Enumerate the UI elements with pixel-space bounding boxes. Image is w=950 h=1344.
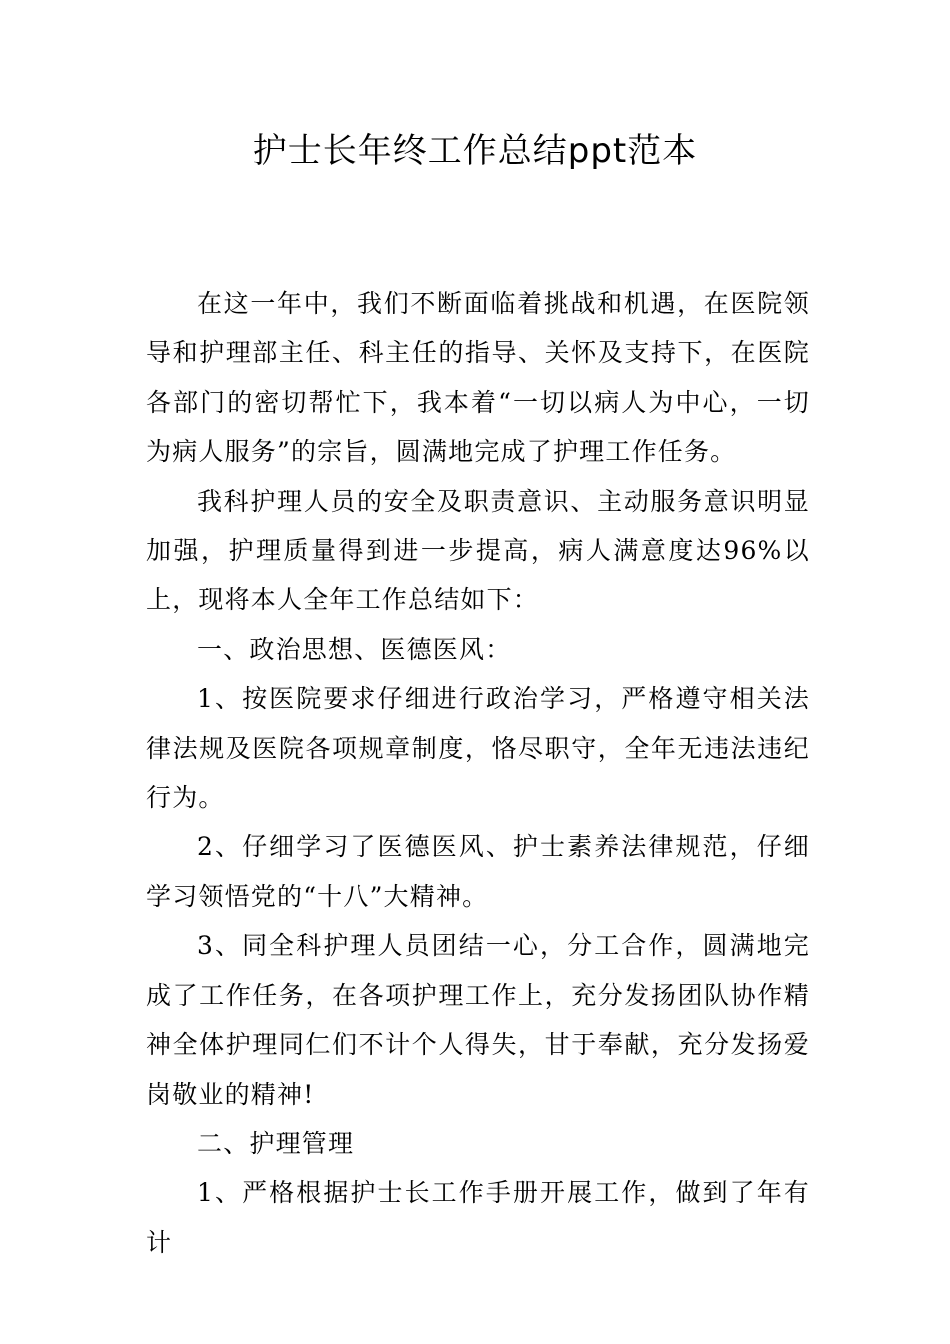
- section-heading-politics: 一、政治思想、医德医风：: [197, 634, 512, 664]
- paragraph-politics-item-3: 3、同全科护理人员团结一心，分工合作，圆满地完成了工作任务，在各项护理工作上，充分发扬团队协作精神全体护理同仁们不计个人得失，甘于奉献，充分发扬爱岗敬业的精神!: [146, 931, 810, 1109]
- paragraph-politics-item-2: 2、仔细学习了医德医风、护士素养法律规范，仔细学习领悟党的“十八”大精神。: [146, 832, 810, 911]
- paragraph-management-item-1: 1、严格根据护士长工作手册开展工作，做到了年有计: [146, 1178, 810, 1257]
- document-body: [146, 279, 810, 1267]
- document-title: 护士长年终工作总结ppt范本: [252, 131, 698, 171]
- paragraph-summary: 我科护理人员的安全及职责意识、主动服务意识明显加强，护理质量得到进一步提高，病人满意度达96%以上，现将本人全年工作总结如下：: [146, 486, 810, 615]
- section-heading-nursing-management: 二、护理管理: [197, 1128, 355, 1158]
- paragraph-intro: 在这一年中，我们不断面临着挑战和机遇，在医院领导和护理部主任、科主任的指导、关怀及支持下，在医院各部门的密切帮忙下，我本着“一切以病人为中心，一切为病人服务”的宗旨，圆满地完成了护理工作任务。: [146, 289, 810, 467]
- paragraph-politics-item-1: 1、按医院要求仔细进行政治学习，严格遵守相关法律法规及医院各项规章制度，恪尽职守，全年无违法违纪行为。: [146, 684, 810, 813]
